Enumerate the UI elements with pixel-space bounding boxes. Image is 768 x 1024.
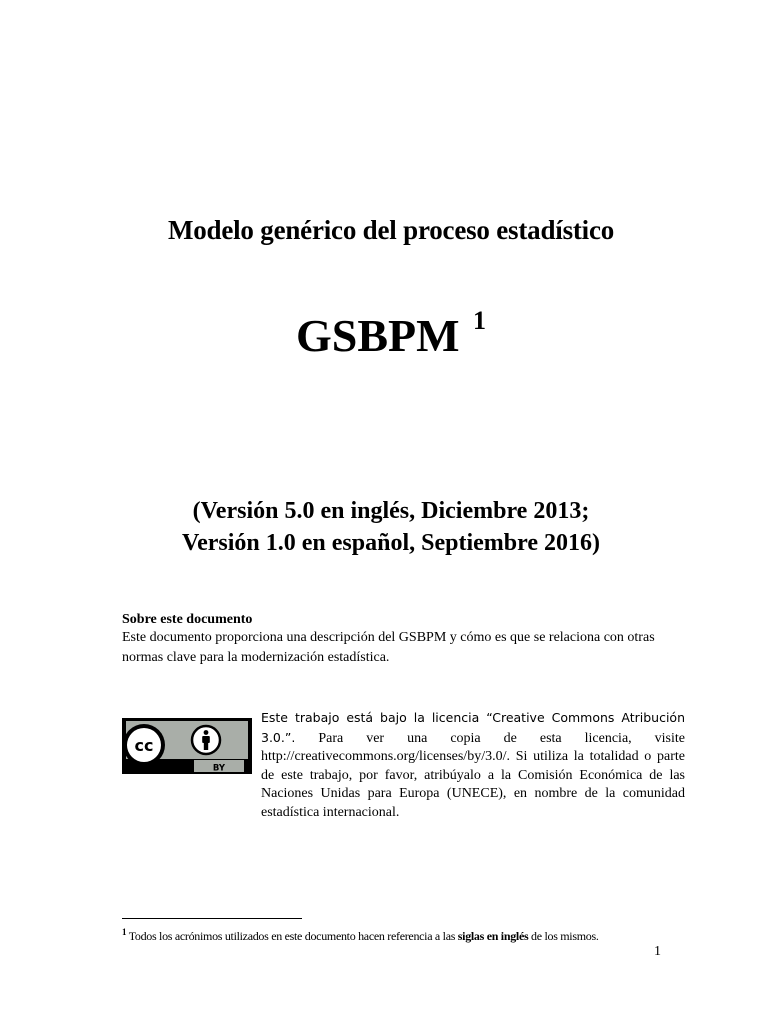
title-footnote-marker[interactable]: 1 <box>473 305 487 335</box>
version-line-english: (Versión 5.0 en inglés, Diciembre 2013; <box>192 498 590 524</box>
version-line-spanish: Versión 1.0 en español, Septiembre 2016) <box>181 530 600 556</box>
person-torso-icon <box>202 736 210 743</box>
footnote-text-before: Todos los acrónimos utilizados en este documento hacen referencia a las <box>128 929 458 943</box>
by-label: BY <box>212 763 226 774</box>
cc-badge-graphic <box>122 718 252 774</box>
license-lead: Este trabajo está bajo la licencia “Creative Commons Atribución 3.0.”. <box>261 710 685 745</box>
license-body: Para ver una copia de esta licencia, visite http://creativecommons.org/licenses/by/3.0/. Si utiliza la totalidad o parte de este trabajo, por favor, atribúyalo a la Comisión Económica de las Naciones Unidas para Europa (UNECE), en nombre de la comunidad estadística internacional. <box>261 730 686 820</box>
about-heading: Sobre este documento <box>122 612 253 627</box>
document-title-text: GSBPM <box>295 310 460 361</box>
about-body: Este documento proporciona una descripción del GSBPM y cómo es que se relaciona con otras normas clave para la modernización estadística. <box>122 630 655 665</box>
footnote-text-after: de los mismos. <box>528 929 599 943</box>
license-text <box>261 709 685 822</box>
footnote <box>122 927 682 944</box>
footnote-marker: 1 <box>122 927 127 937</box>
person-head-icon <box>204 730 209 735</box>
creative-commons-by-icon <box>122 718 252 774</box>
person-legs-icon <box>204 742 208 750</box>
cc-label: cc <box>134 736 154 755</box>
document-subtitle: Modelo genérico del proceso estadístico <box>167 215 615 245</box>
page-number: 1 <box>654 944 661 959</box>
footnote-bold-text: siglas en inglés <box>457 929 529 943</box>
document-title <box>0 305 768 362</box>
footnote-separator <box>122 918 302 919</box>
